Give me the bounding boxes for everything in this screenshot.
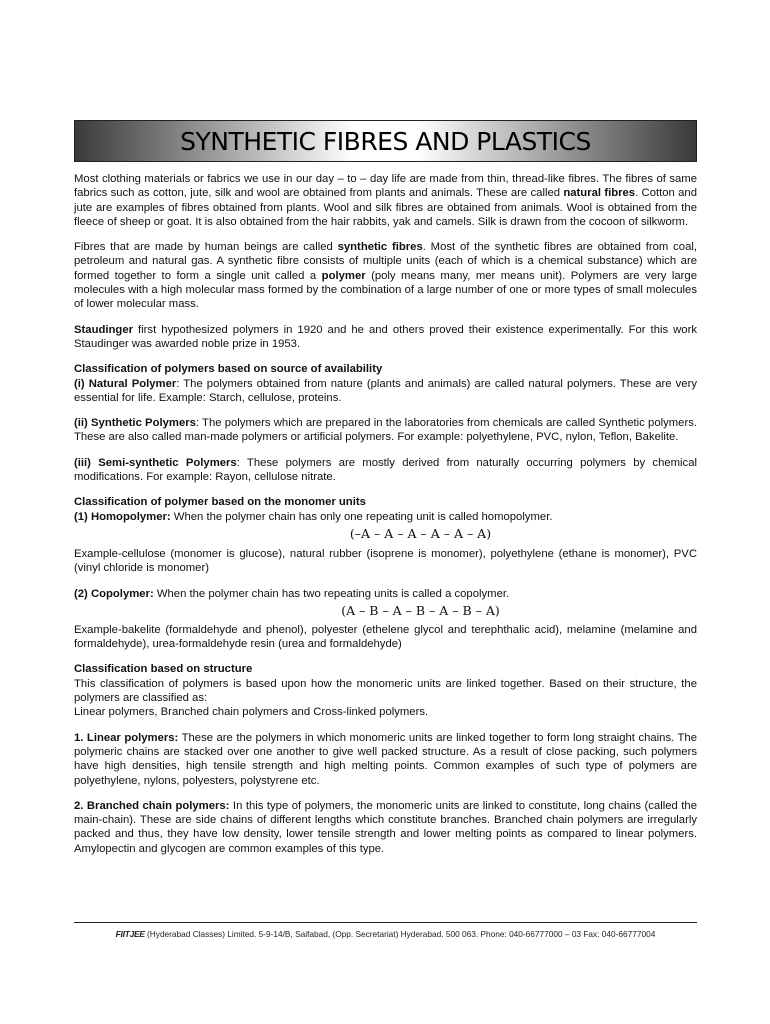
branched-polymers-paragraph (74, 799, 697, 856)
source-section (74, 362, 697, 405)
term-synthetic-fibres: synthetic fibres (337, 241, 423, 254)
copolymer-label: (2) Copolymer: (74, 587, 154, 600)
synthetic-polymer-text: : The polymers which are prepared in the laboratories from chemicals are called Synthetic polymers. These are also called man-made polymers or artificial polymers. For example: polyethylene, PVC, nylon, Teflon, Bakelite. (74, 417, 698, 444)
title-banner (74, 120, 697, 162)
copolymer-formula: (A – B – A – B – A – B – A) (341, 602, 500, 618)
homopolymer-example: Example-cellulose (monomer is glucose), natural rubber (isoprene is monomer), polyethylene (ethane is monomer), PVC (vinyl chloride is monomer) (74, 547, 697, 575)
intro-p2-text-a: Fibres that are made by human beings are called (74, 241, 338, 254)
semi-synthetic-text: : These polymers are mostly derived from naturally occurring polymers by chemical modifications. For example: Rayon, cellulose nitrate. (74, 456, 697, 484)
copolymer-text: When the polymer chain has two repeating units is called a copolymer. (153, 587, 510, 600)
term-staudinger: Staudinger (74, 323, 133, 336)
copolymer-example: Example-bakelite (formaldehyde and phenol), polyester (ethelene glycol and terephthalic acid), melamine (melamine and formaldehyde), urea-formaldehyde resin (urea and formaldehyde) (74, 623, 697, 651)
monomer-section (74, 495, 697, 543)
structure-text: This classification of polymers is based upon how the monomeric units are linked together. Based on their structure, the polymers are classified as: (74, 677, 697, 705)
branched-polymers-label: 2. Branched chain polymers: (74, 799, 230, 812)
intro-p2-text-b: . Most of the synthetic fibres are obtained from coal, petroleum and natural gas. A synthetic fibre consists of multiple units (each of which is a chemical substance) which are formed together to form a single unit called a (74, 241, 697, 282)
homopolymer-formula: (–A – A – A – A – A – A) (349, 525, 492, 541)
linear-polymers-paragraph (74, 731, 697, 788)
intro-p1-text-a: Most clothing materials or fabrics we use in our day – to – day life are made from thin, thread-like fibres. The fibres of same fabrics such as cotton, jute, silk and wool are obtained from plants and animals. These are called (74, 173, 697, 200)
natural-polymer-label: (i) Natural Polymer (74, 377, 177, 390)
linear-polymers-label: 1. Linear polymers: (74, 731, 179, 744)
branched-polymers-text: In this type of polymers, the monomeric units are linked to constitute, long chains (called the main-chain). These are side chains of different lengths which constitute branches. Branched chain polymers are irregularly packed and thus, they have low density, lower tensile strength and lower melting points as compared to linear polymers. Amylopectin and glycogen are common examples of this type. (74, 799, 697, 855)
copolymer-paragraph (74, 587, 697, 620)
intro-paragraph-2 (74, 240, 697, 311)
semi-synthetic-paragraph (74, 456, 697, 485)
linear-polymers-text: These are the polymers in which monomeric units are linked together to form long straight chains. The polymeric chains are stacked over one another to give well packed structure. As a result of close packing, such polymers have high densities, high tensile strength and high melting points. Common examples of such type of polymers are polyethylene, nylons, polyesters, polystyrene etc. (74, 731, 697, 787)
intro-p3-text: first hypothesized polymers in 1920 and he and others proved their existence experimentally. For this work Staudinger was awarded noble prize in 1953. (74, 323, 697, 350)
homopolymer-label: (1) Homopolymer: (74, 510, 171, 523)
natural-polymer-text: : The polymers obtained from nature (plants and animals) are called natural polymers. These are very essential for life. Example: Starch, cellulose, proteins. (74, 377, 697, 404)
intro-p1-text-b: . Cotton and jute are examples of fibres obtained from plants. Wool and silk fibres are obtained from animals. Wool is obtained from the fleece of sheep or goat. It is also obtained from the hair rabbits, yak and camels. Silk is drawn from the cocoon of silkworm. (74, 187, 697, 228)
source-heading: Classification of polymers based on source of availability (74, 363, 383, 376)
homopolymer-text: When the polymer chain has only one repeating unit is called homopolymer. (170, 510, 553, 523)
page-footer (74, 922, 697, 939)
structure-list: Linear polymers, Branched chain polymers and Cross-linked polymers. (74, 706, 429, 719)
fiitjee-logo: FIITJEE (115, 929, 145, 939)
synthetic-polymer-label: (ii) Synthetic Polymers (74, 417, 196, 430)
synthetic-polymer-paragraph (74, 416, 697, 445)
footer-address: (Hyderabad Classes) Limited. 5-9-14/B, Saifabad, (Opp. Secretariat) Hyderabad. 500 063. Phone: 040-66777000 – 03 Fax: 040-66777004 (144, 929, 656, 939)
intro-paragraph-1 (74, 172, 697, 229)
structure-section (74, 662, 697, 719)
term-natural-fibres: natural fibres (563, 187, 636, 200)
monomer-heading: Classification of polymer based on the monomer units (74, 496, 366, 509)
page-title: SYNTHETIC FIBRES AND PLASTICS (180, 126, 591, 156)
term-polymer: polymer (321, 269, 366, 282)
intro-paragraph-3 (74, 323, 697, 352)
structure-heading: Classification based on structure (74, 663, 253, 676)
document-page (74, 120, 697, 867)
intro-p2-text-c: (poly means many, mer means unit). Polymers are very large molecules with a high molecular mass formed by the combination of a large number of one or more types of small molecules of lower molecular mass. (74, 269, 697, 311)
semi-synthetic-label: (iii) Semi-synthetic Polymers (74, 456, 237, 469)
